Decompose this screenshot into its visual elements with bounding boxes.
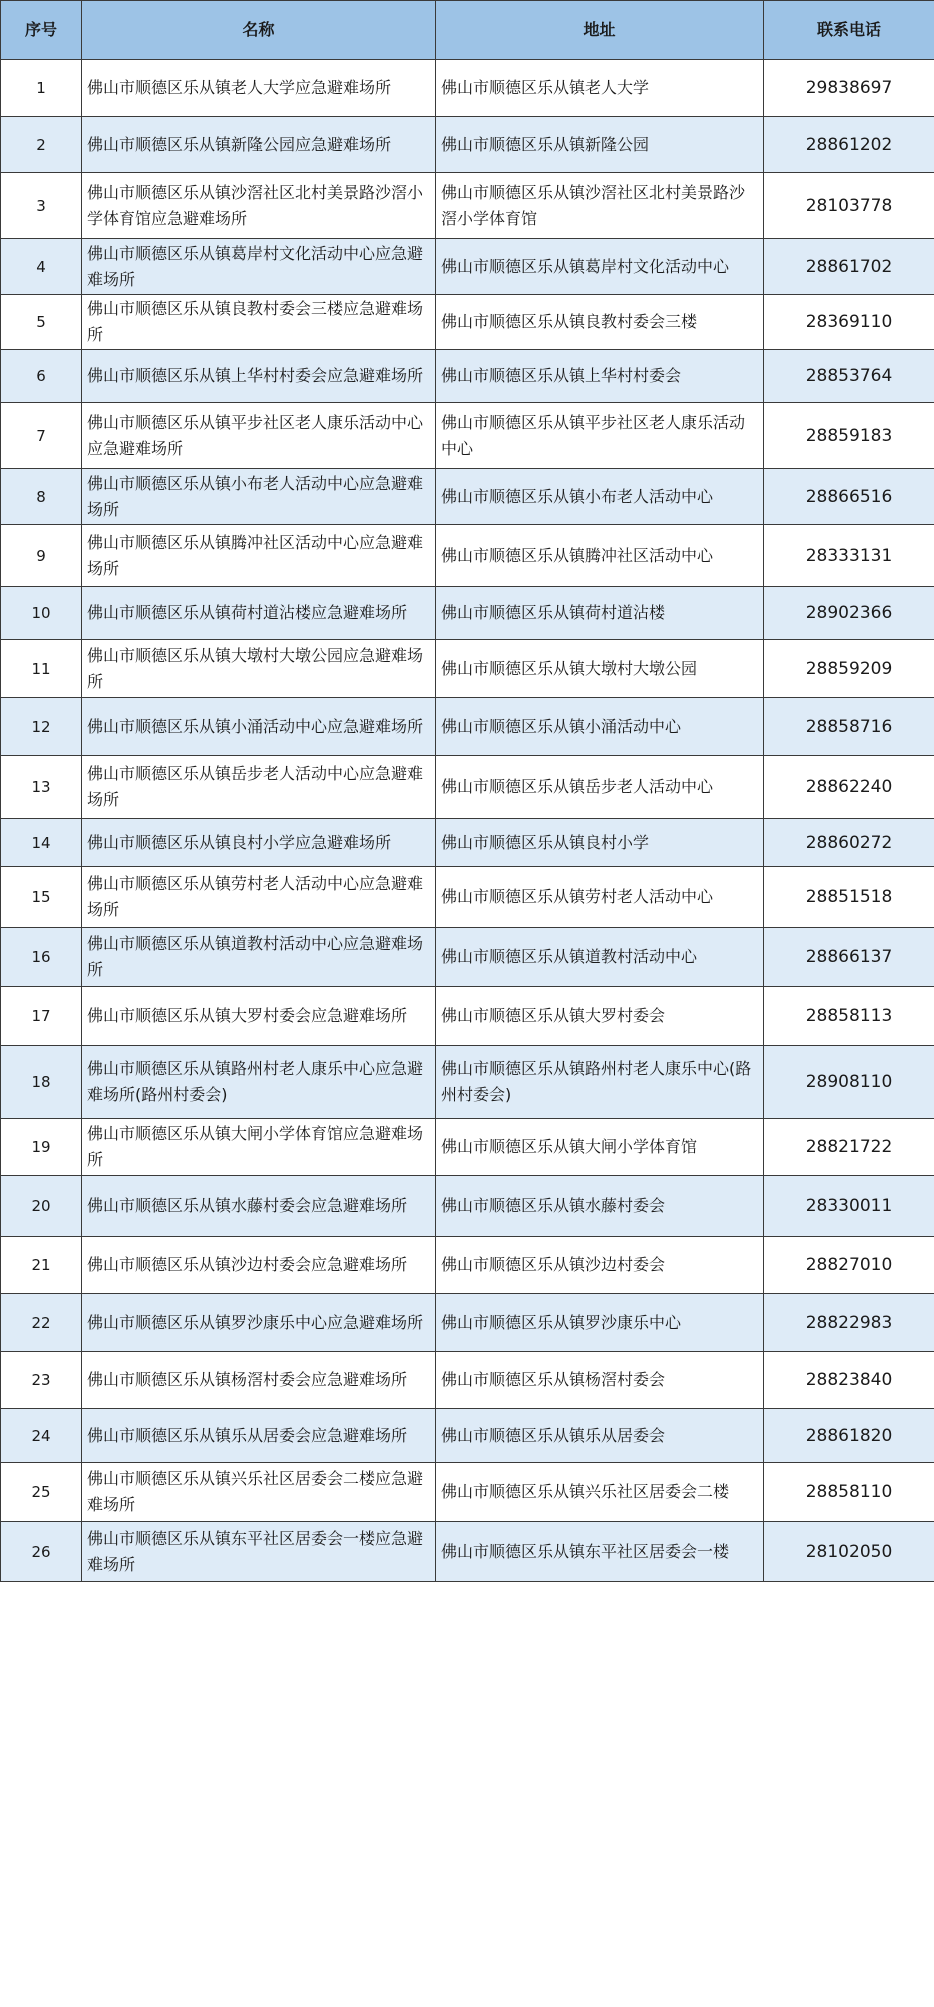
cell-phone: 28866516 xyxy=(764,469,934,525)
cell-phone: 28866137 xyxy=(764,928,934,987)
header-index: 序号 xyxy=(1,1,82,60)
cell-phone: 28858113 xyxy=(764,987,934,1046)
cell-phone: 28859209 xyxy=(764,640,934,698)
cell-address: 佛山市顺德区乐从镇荷村道沾楼 xyxy=(436,587,764,640)
cell-address: 佛山市顺德区乐从镇水藤村委会 xyxy=(436,1176,764,1237)
cell-name: 佛山市顺德区乐从镇杨滘村委会应急避难场所 xyxy=(82,1352,436,1409)
table-row xyxy=(1,525,934,587)
cell-index: 4 xyxy=(1,239,82,295)
cell-index: 14 xyxy=(1,819,82,867)
table-row xyxy=(1,587,934,640)
cell-name: 佛山市顺德区乐从镇新隆公园应急避难场所 xyxy=(82,117,436,173)
table-row xyxy=(1,469,934,525)
cell-phone: 28821722 xyxy=(764,1119,934,1176)
cell-name: 佛山市顺德区乐从镇劳村老人活动中心应急避难场所 xyxy=(82,867,436,928)
cell-index: 18 xyxy=(1,1046,82,1119)
cell-name: 佛山市顺德区乐从镇沙边村委会应急避难场所 xyxy=(82,1237,436,1294)
cell-index: 25 xyxy=(1,1463,82,1522)
table-row xyxy=(1,1046,934,1119)
cell-address: 佛山市顺德区乐从镇大墩村大墩公园 xyxy=(436,640,764,698)
cell-name: 佛山市顺德区乐从镇大墩村大墩公园应急避难场所 xyxy=(82,640,436,698)
cell-address: 佛山市顺德区乐从镇新隆公园 xyxy=(436,117,764,173)
cell-phone: 28853764 xyxy=(764,350,934,403)
cell-name: 佛山市顺德区乐从镇兴乐社区居委会二楼应急避难场所 xyxy=(82,1463,436,1522)
table-row xyxy=(1,1176,934,1237)
cell-address: 佛山市顺德区乐从镇罗沙康乐中心 xyxy=(436,1294,764,1352)
cell-index: 19 xyxy=(1,1119,82,1176)
cell-name: 佛山市顺德区乐从镇荷村道沾楼应急避难场所 xyxy=(82,587,436,640)
table-row xyxy=(1,928,934,987)
table-row xyxy=(1,295,934,350)
cell-phone: 28861820 xyxy=(764,1409,934,1463)
cell-index: 22 xyxy=(1,1294,82,1352)
cell-name: 佛山市顺德区乐从镇水藤村委会应急避难场所 xyxy=(82,1176,436,1237)
cell-address: 佛山市顺德区乐从镇大罗村委会 xyxy=(436,987,764,1046)
cell-index: 26 xyxy=(1,1522,82,1582)
cell-name: 佛山市顺德区乐从镇腾冲社区活动中心应急避难场所 xyxy=(82,525,436,587)
cell-name: 佛山市顺德区乐从镇岳步老人活动中心应急避难场所 xyxy=(82,756,436,819)
cell-index: 10 xyxy=(1,587,82,640)
cell-address: 佛山市顺德区乐从镇小布老人活动中心 xyxy=(436,469,764,525)
table-row xyxy=(1,350,934,403)
cell-phone: 28859183 xyxy=(764,403,934,469)
cell-address: 佛山市顺德区乐从镇东平社区居委会一楼 xyxy=(436,1522,764,1582)
cell-index: 20 xyxy=(1,1176,82,1237)
cell-address: 佛山市顺德区乐从镇路州村老人康乐中心(路州村委会) xyxy=(436,1046,764,1119)
cell-address: 佛山市顺德区乐从镇小涌活动中心 xyxy=(436,698,764,756)
cell-address: 佛山市顺德区乐从镇平步社区老人康乐活动中心 xyxy=(436,403,764,469)
header-name: 名称 xyxy=(82,1,436,60)
cell-index: 11 xyxy=(1,640,82,698)
cell-index: 2 xyxy=(1,117,82,173)
cell-name: 佛山市顺德区乐从镇大闸小学体育馆应急避难场所 xyxy=(82,1119,436,1176)
cell-phone: 28102050 xyxy=(764,1522,934,1582)
cell-name: 佛山市顺德区乐从镇葛岸村文化活动中心应急避难场所 xyxy=(82,239,436,295)
cell-index: 3 xyxy=(1,173,82,239)
cell-address: 佛山市顺德区乐从镇沙边村委会 xyxy=(436,1237,764,1294)
cell-index: 15 xyxy=(1,867,82,928)
cell-index: 5 xyxy=(1,295,82,350)
cell-name: 佛山市顺德区乐从镇大罗村委会应急避难场所 xyxy=(82,987,436,1046)
cell-name: 佛山市顺德区乐从镇老人大学应急避难场所 xyxy=(82,60,436,117)
table-row xyxy=(1,1522,934,1582)
cell-phone: 28822983 xyxy=(764,1294,934,1352)
table-row xyxy=(1,1237,934,1294)
cell-phone: 29838697 xyxy=(764,60,934,117)
table-row xyxy=(1,403,934,469)
cell-phone: 28908110 xyxy=(764,1046,934,1119)
cell-address: 佛山市顺德区乐从镇沙滘社区北村美景路沙滘小学体育馆 xyxy=(436,173,764,239)
table-row xyxy=(1,1352,934,1409)
cell-index: 1 xyxy=(1,60,82,117)
table-row xyxy=(1,640,934,698)
cell-address: 佛山市顺德区乐从镇良村小学 xyxy=(436,819,764,867)
cell-index: 16 xyxy=(1,928,82,987)
cell-name: 佛山市顺德区乐从镇东平社区居委会一楼应急避难场所 xyxy=(82,1522,436,1582)
table-row xyxy=(1,698,934,756)
table-header-row xyxy=(1,1,934,60)
cell-phone: 28851518 xyxy=(764,867,934,928)
cell-name: 佛山市顺德区乐从镇上华村村委会应急避难场所 xyxy=(82,350,436,403)
cell-name: 佛山市顺德区乐从镇路州村老人康乐中心应急避难场所(路州村委会) xyxy=(82,1046,436,1119)
cell-address: 佛山市顺德区乐从镇葛岸村文化活动中心 xyxy=(436,239,764,295)
table-row xyxy=(1,867,934,928)
cell-name: 佛山市顺德区乐从镇小布老人活动中心应急避难场所 xyxy=(82,469,436,525)
cell-name: 佛山市顺德区乐从镇平步社区老人康乐活动中心应急避难场所 xyxy=(82,403,436,469)
table-row xyxy=(1,1294,934,1352)
cell-name: 佛山市顺德区乐从镇乐从居委会应急避难场所 xyxy=(82,1409,436,1463)
cell-phone: 28369110 xyxy=(764,295,934,350)
cell-name: 佛山市顺德区乐从镇罗沙康乐中心应急避难场所 xyxy=(82,1294,436,1352)
cell-index: 23 xyxy=(1,1352,82,1409)
cell-phone: 28827010 xyxy=(764,1237,934,1294)
cell-phone: 28861202 xyxy=(764,117,934,173)
cell-address: 佛山市顺德区乐从镇良教村委会三楼 xyxy=(436,295,764,350)
cell-address: 佛山市顺德区乐从镇兴乐社区居委会二楼 xyxy=(436,1463,764,1522)
cell-index: 13 xyxy=(1,756,82,819)
cell-address: 佛山市顺德区乐从镇上华村村委会 xyxy=(436,350,764,403)
cell-index: 6 xyxy=(1,350,82,403)
table-row xyxy=(1,819,934,867)
table-row xyxy=(1,1119,934,1176)
cell-phone: 28902366 xyxy=(764,587,934,640)
cell-phone: 28860272 xyxy=(764,819,934,867)
cell-index: 17 xyxy=(1,987,82,1046)
table-row xyxy=(1,756,934,819)
table-row xyxy=(1,239,934,295)
cell-phone: 28858716 xyxy=(764,698,934,756)
cell-index: 24 xyxy=(1,1409,82,1463)
cell-phone: 28330011 xyxy=(764,1176,934,1237)
cell-phone: 28861702 xyxy=(764,239,934,295)
table-row xyxy=(1,1409,934,1463)
cell-index: 8 xyxy=(1,469,82,525)
cell-phone: 28862240 xyxy=(764,756,934,819)
cell-address: 佛山市顺德区乐从镇劳村老人活动中心 xyxy=(436,867,764,928)
cell-address: 佛山市顺德区乐从镇岳步老人活动中心 xyxy=(436,756,764,819)
cell-name: 佛山市顺德区乐从镇道教村活动中心应急避难场所 xyxy=(82,928,436,987)
cell-phone: 28823840 xyxy=(764,1352,934,1409)
cell-phone: 28103778 xyxy=(764,173,934,239)
header-phone: 联系电话 xyxy=(764,1,934,60)
table-row xyxy=(1,1463,934,1522)
cell-address: 佛山市顺德区乐从镇大闸小学体育馆 xyxy=(436,1119,764,1176)
cell-name: 佛山市顺德区乐从镇小涌活动中心应急避难场所 xyxy=(82,698,436,756)
cell-index: 12 xyxy=(1,698,82,756)
cell-name: 佛山市顺德区乐从镇良教村委会三楼应急避难场所 xyxy=(82,295,436,350)
cell-index: 21 xyxy=(1,1237,82,1294)
table-row xyxy=(1,987,934,1046)
cell-name: 佛山市顺德区乐从镇良村小学应急避难场所 xyxy=(82,819,436,867)
table-row xyxy=(1,60,934,117)
cell-phone: 28333131 xyxy=(764,525,934,587)
table-row xyxy=(1,117,934,173)
cell-index: 9 xyxy=(1,525,82,587)
table-row xyxy=(1,173,934,239)
cell-address: 佛山市顺德区乐从镇道教村活动中心 xyxy=(436,928,764,987)
cell-address: 佛山市顺德区乐从镇老人大学 xyxy=(436,60,764,117)
cell-address: 佛山市顺德区乐从镇杨滘村委会 xyxy=(436,1352,764,1409)
cell-address: 佛山市顺德区乐从镇腾冲社区活动中心 xyxy=(436,525,764,587)
cell-phone: 28858110 xyxy=(764,1463,934,1522)
cell-name: 佛山市顺德区乐从镇沙滘社区北村美景路沙滘小学体育馆应急避难场所 xyxy=(82,173,436,239)
header-address: 地址 xyxy=(436,1,764,60)
cell-address: 佛山市顺德区乐从镇乐从居委会 xyxy=(436,1409,764,1463)
cell-index: 7 xyxy=(1,403,82,469)
